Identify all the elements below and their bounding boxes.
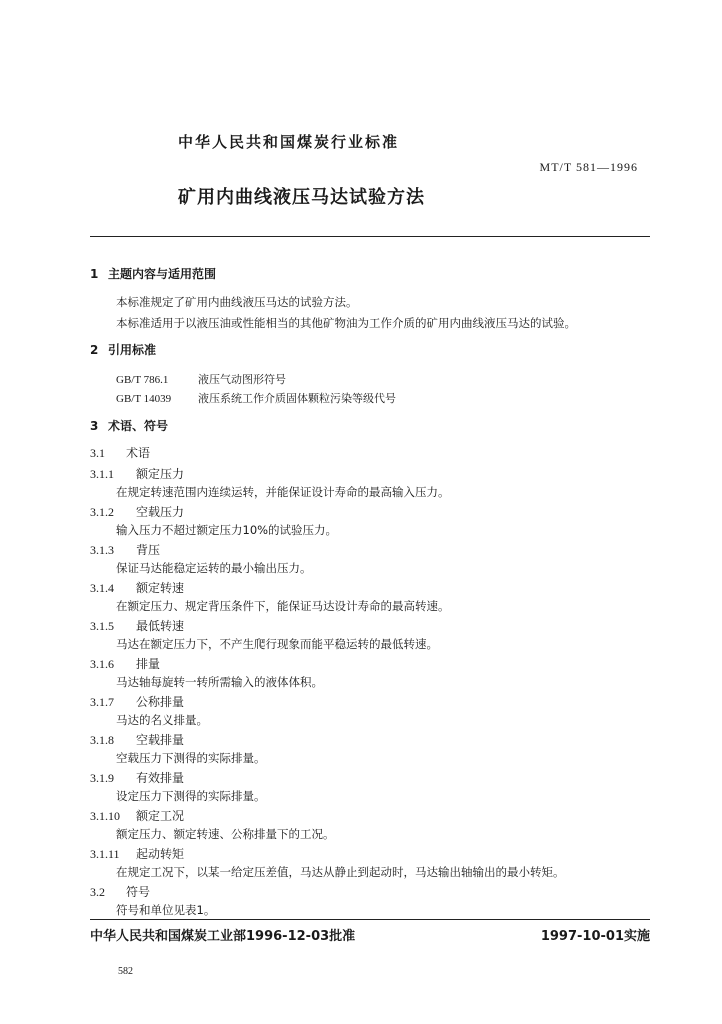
implementation-date: 1997-10-01实施 [540, 929, 650, 944]
term-definition: 额定压力、额定转速、公称排量下的工况。 [116, 827, 335, 841]
symbols-note: 符号和单位见表1。 [116, 903, 216, 917]
term-title: 额定转速 [136, 581, 185, 595]
term-heading [90, 731, 184, 748]
term-heading [90, 579, 184, 596]
term-definition: 在规定转速范围内连续运转，并能保证设计寿命的最高输入压力。 [116, 485, 450, 499]
section-3-heading [90, 417, 168, 434]
term-definition: 空载压力下测得的实际排量。 [116, 751, 266, 765]
term-number: 3.1.3 [90, 543, 114, 557]
term-definition: 在规定工况下，以某一给定压差值，马达从静止到起动时，马达输出轴输出的最小转矩。 [116, 865, 565, 879]
term-number: 3.1.9 [90, 771, 114, 785]
term-title: 排量 [136, 657, 161, 671]
term-heading [90, 693, 184, 710]
document-title: 矿用内曲线液压马达试验方法 [178, 187, 425, 208]
term-number: 3.1.8 [90, 733, 114, 747]
section-title: 术语、符号 [108, 419, 169, 433]
term-definition: 马达在额定压力下，不产生爬行现象而能平稳运转的最低转速。 [116, 637, 438, 651]
reference-item [116, 371, 286, 387]
section-number: 3 [90, 419, 99, 433]
term-title: 有效排量 [136, 771, 185, 785]
term-number: 3.1.4 [90, 581, 114, 595]
subsection-title: 术语 [126, 446, 151, 460]
term-number: 3.1.1 [90, 467, 114, 481]
term-heading [90, 617, 184, 634]
term-heading [90, 807, 184, 824]
term-heading [90, 541, 160, 558]
term-title: 背压 [136, 543, 161, 557]
term-definition: 设定压力下测得的实际排量。 [116, 789, 266, 803]
issuing-organization: 中华人民共和国煤炭行业标准 [178, 133, 400, 151]
term-number: 3.1.2 [90, 505, 114, 519]
term-definition: 输入压力不超过额定压力10%的试验压力。 [116, 523, 338, 537]
reference-code: GB/T 786.1 [116, 374, 169, 386]
term-number: 3.1.11 [90, 847, 120, 861]
footer-divider [90, 919, 650, 920]
section-1-heading [90, 265, 216, 282]
section-number: 2 [90, 343, 99, 357]
term-definition: 在额定压力、规定背压条件下，能保证马达设计寿命的最高转速。 [116, 599, 450, 613]
reference-name: 液压气动图形符号 [198, 373, 286, 386]
term-number: 3.1.10 [90, 809, 120, 823]
term-title: 起动转矩 [136, 847, 185, 861]
section-2-heading [90, 341, 156, 358]
standard-code: MT/T 581—1996 [539, 160, 638, 174]
reference-item [116, 390, 396, 406]
term-title: 公称排量 [136, 695, 185, 709]
subsection-3-1-heading [90, 444, 150, 461]
term-title: 额定压力 [136, 467, 185, 481]
subsection-3-2-heading [90, 883, 150, 900]
term-number: 3.1.5 [90, 619, 114, 633]
term-heading [90, 465, 184, 482]
section-1-paragraph-2: 本标准适用于以液压油或性能相当的其他矿物油为工作介质的矿用内曲线液压马达的试验。 [116, 316, 576, 330]
term-heading [90, 655, 160, 672]
term-heading [90, 503, 184, 520]
term-title: 最低转速 [136, 619, 185, 633]
term-title: 空载排量 [136, 733, 185, 747]
term-title: 额定工况 [136, 809, 185, 823]
reference-code: GB/T 14039 [116, 393, 172, 405]
term-definition: 保证马达能稳定运转的最小输出压力。 [116, 561, 312, 575]
term-number: 3.1.6 [90, 657, 114, 671]
section-title: 引用标准 [108, 343, 157, 357]
page-number: 582 [118, 966, 133, 977]
term-title: 空载压力 [136, 505, 185, 519]
section-title: 主题内容与适用范围 [108, 267, 217, 281]
subsection-number: 3.1 [90, 446, 105, 460]
section-number: 1 [90, 267, 99, 281]
header-divider [90, 236, 650, 237]
term-definition: 马达的名义排量。 [116, 713, 208, 727]
term-heading [90, 769, 184, 786]
subsection-number: 3.2 [90, 885, 105, 899]
subsection-title: 符号 [126, 885, 151, 899]
reference-name: 液压系统工作介质固体颗粒污染等级代号 [198, 392, 396, 405]
approval-line: 中华人民共和国煤炭工业部1996-12-03批准 [90, 929, 356, 944]
term-definition: 马达轴每旋转一转所需输入的液体体积。 [116, 675, 323, 689]
term-number: 3.1.7 [90, 695, 114, 709]
term-heading [90, 845, 184, 862]
section-1-paragraph-1: 本标准规定了矿用内曲线液压马达的试验方法。 [116, 295, 358, 309]
